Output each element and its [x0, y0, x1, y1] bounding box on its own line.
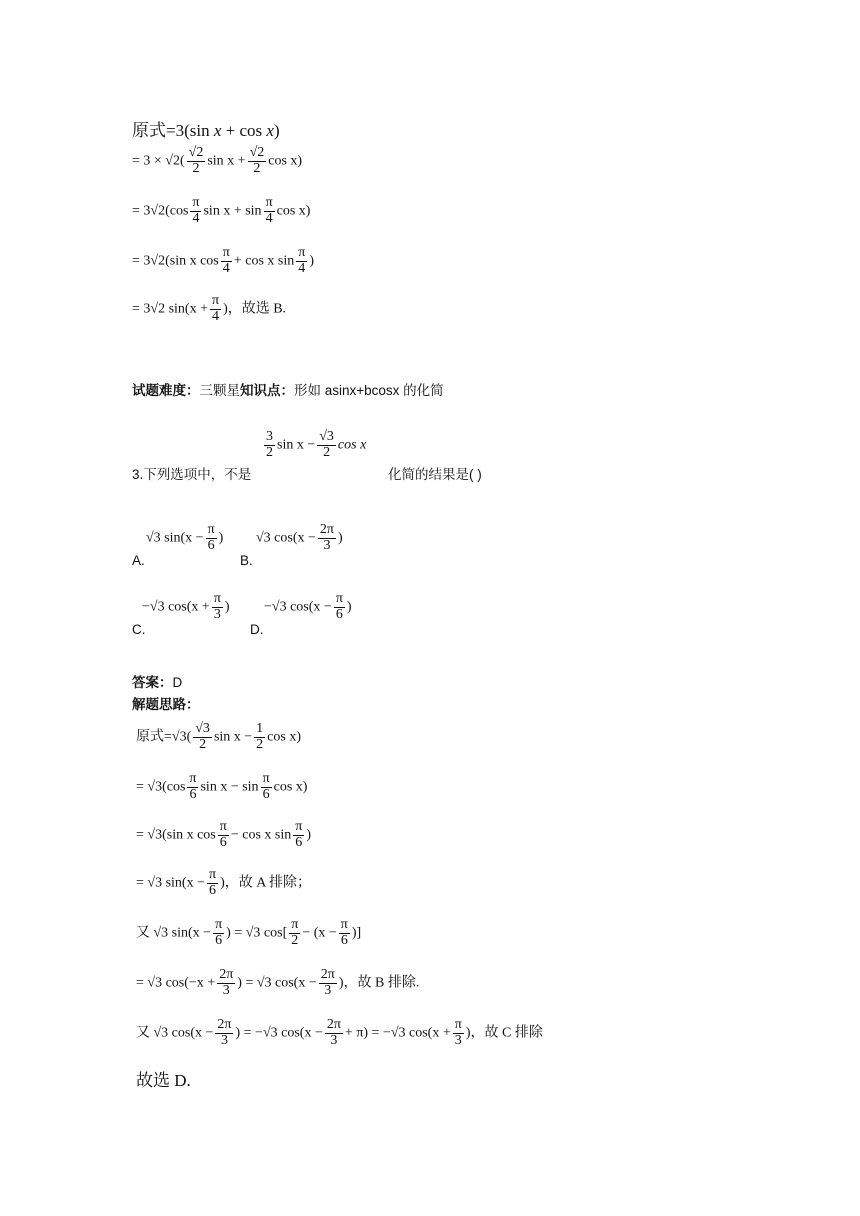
- text: sin x + sin: [203, 203, 262, 219]
- fraction: $\frac{√2}{2}$: [249, 145, 265, 176]
- sol1-line-1: 原式=3(sin x + cos x): [132, 121, 280, 140]
- fraction: $\frac{\pi}{6}$: [219, 819, 227, 850]
- text: + π) = −√3 cos(x +: [344, 1025, 451, 1041]
- text: )，故 A 排除；: [220, 875, 312, 891]
- text: cos x): [268, 153, 303, 169]
- fraction: $\frac{2\pi}{3}$: [326, 1017, 341, 1048]
- fraction: $\frac{\pi}{6}$: [189, 771, 197, 802]
- sol2-line-5: [136, 918, 361, 948]
- sol2-line-6: [136, 968, 419, 998]
- fraction: $\frac{\pi}{4}$: [211, 293, 220, 324]
- fraction: $\frac{2\pi}{3}$: [219, 967, 234, 998]
- text: ): [346, 599, 352, 615]
- text: −√3 cos(x +: [142, 599, 210, 615]
- fraction: $\frac{\pi}{6}$: [207, 522, 215, 553]
- text: ): [218, 530, 224, 546]
- sol2-line-1: [136, 722, 301, 752]
- text: sin x −: [277, 437, 316, 453]
- difficulty-value: 三颗星: [199, 383, 240, 398]
- text: ): [309, 253, 314, 269]
- fraction: $\frac{2\pi}{3}$: [320, 967, 335, 998]
- text: cos x): [273, 779, 308, 795]
- fraction: $\frac{\pi}{4}$: [222, 245, 230, 276]
- text: = √3(cos: [136, 779, 186, 795]
- text: = √3 sin(x −: [136, 875, 205, 891]
- option-a-expression: [146, 523, 223, 553]
- fraction: $\frac{2\pi}{3}$: [217, 1017, 232, 1048]
- text: ): [337, 530, 343, 546]
- text: )，故 B 排除.: [338, 975, 420, 991]
- text: 原式=√3(: [136, 729, 192, 745]
- answer-line: [132, 671, 182, 691]
- option-b-label: B.: [240, 553, 253, 568]
- sol2-line-8: 故选 D.: [136, 1071, 191, 1090]
- question-meta: [132, 379, 444, 399]
- fraction: $\frac{2\pi}{3}$: [319, 522, 334, 553]
- text: 又 √3 sin(x −: [136, 925, 212, 941]
- sol1-line-5: [132, 294, 286, 324]
- text: ) = √3 cos(x −: [237, 975, 317, 991]
- option-c-expression: [142, 592, 230, 622]
- fraction: $\frac{\pi}{4}$: [298, 245, 306, 276]
- text: ): [306, 827, 311, 843]
- option-d-expression: [264, 592, 352, 622]
- fraction: $\frac{√3}{2}$: [195, 721, 210, 752]
- text: = 3√2 sin(x +: [132, 301, 208, 317]
- option-a-label: A.: [132, 553, 145, 568]
- text: ): [224, 599, 230, 615]
- fraction: $\frac{√2}{2}$: [188, 145, 204, 176]
- text: + cos x sin: [233, 253, 295, 269]
- fraction: $\frac{√3}{2}$: [319, 429, 334, 460]
- text: ) = √3 cos[: [226, 925, 288, 941]
- question-3-suffix: 化简的结果是( ): [388, 467, 482, 482]
- text: )，故选 B.: [223, 301, 287, 317]
- text: = √3 cos(−x +: [136, 975, 216, 991]
- sol2-line-4: [136, 868, 311, 898]
- thinking-label: 解题思路：: [132, 697, 200, 712]
- text: 原式=3(sin: [132, 121, 214, 140]
- question-3-prefix: 3.下列选项中，不是: [132, 467, 252, 482]
- fraction: $\frac{1}{2}$: [256, 721, 264, 752]
- text: sin x −: [213, 729, 253, 745]
- fraction: $\frac{\pi}{6}$: [295, 819, 303, 850]
- text: = 3√2(cos: [132, 203, 189, 219]
- option-b-expression: [256, 523, 343, 553]
- knowledge-label: 知识点：: [240, 383, 294, 398]
- fraction: $\frac{\pi}{6}$: [340, 917, 348, 948]
- text: ) = −√3 cos(x −: [235, 1025, 323, 1041]
- fraction: $\frac{\pi}{6}$: [215, 917, 223, 948]
- text: cos x): [267, 729, 301, 745]
- sol1-line-2: [132, 146, 302, 176]
- fraction: $\frac{\pi}{6}$: [335, 591, 343, 622]
- text: √2: [165, 153, 180, 169]
- sol2-line-2: [136, 772, 307, 802]
- answer-value: D: [172, 675, 183, 690]
- text: − (x −: [302, 925, 337, 941]
- text: )，故 C 排除: [465, 1025, 543, 1041]
- text: cos x: [337, 437, 367, 453]
- text: = 3 ×: [132, 153, 166, 169]
- answer-label: 答案：: [132, 675, 173, 690]
- text: cos x): [276, 203, 311, 219]
- text: ): [273, 121, 280, 140]
- text: + cos: [225, 121, 267, 140]
- fraction: $\frac{\pi}{4}$: [192, 195, 200, 226]
- fraction: $\frac{\pi}{4}$: [265, 195, 273, 226]
- knowledge-value: 形如 asinx+bcosx 的化简: [294, 383, 444, 398]
- fraction: $\frac{3}{2}$: [266, 429, 273, 460]
- fraction: $\frac{\pi}{6}$: [208, 867, 217, 898]
- fraction: $\frac{\pi}{3}$: [454, 1017, 462, 1048]
- fraction: $\frac{\pi}{2}$: [291, 917, 299, 948]
- text: − cos x sin: [230, 827, 292, 843]
- sol2-line-3: [136, 820, 311, 850]
- text: √3 cos(x −: [256, 530, 316, 546]
- text: sin x − sin: [200, 779, 259, 795]
- sol1-line-3: [132, 196, 310, 226]
- text: −√3 cos(x −: [264, 599, 332, 615]
- text: )]: [351, 925, 362, 941]
- text: 又 √3 cos(x −: [136, 1025, 214, 1041]
- text: (: [179, 153, 185, 169]
- sol2-line-7: [136, 1018, 543, 1048]
- question-3-expression: [262, 430, 366, 460]
- difficulty-label: 试题难度：: [132, 383, 200, 398]
- text: = 3√2(sin x cos: [132, 253, 219, 269]
- option-c-label: C.: [132, 622, 146, 637]
- option-d-label: D.: [250, 622, 264, 637]
- fraction: $\frac{\pi}{6}$: [262, 771, 270, 802]
- text: √3 sin(x −: [146, 530, 204, 546]
- text: = √3(sin x cos: [136, 827, 216, 843]
- sol1-line-4: [132, 246, 314, 276]
- fraction: $\frac{\pi}{3}$: [213, 591, 221, 622]
- text: sin x +: [207, 153, 246, 169]
